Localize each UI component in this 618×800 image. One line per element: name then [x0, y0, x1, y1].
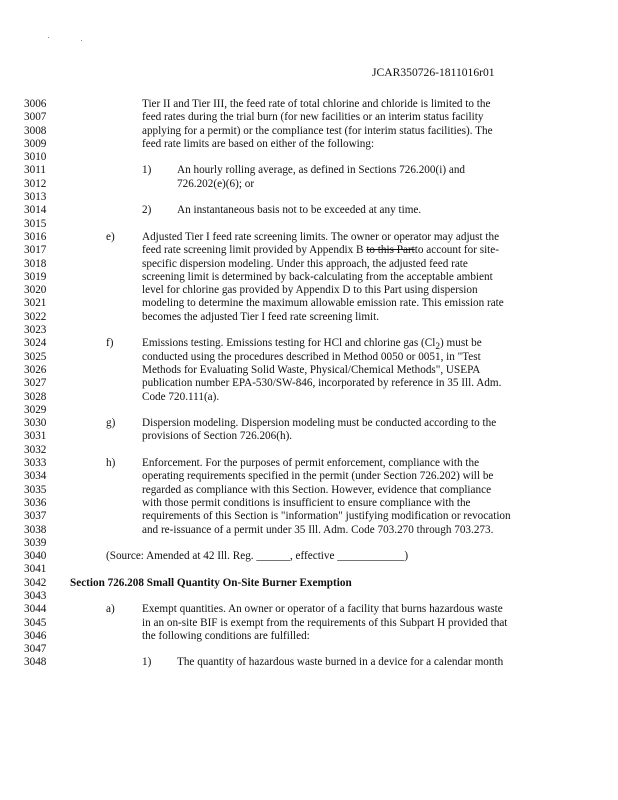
- line-text: Adjusted Tier I feed rate screening limits. The owner or operator may adjust the: [142, 230, 500, 243]
- document-line: [0, 151, 618, 164]
- document-line: [0, 590, 618, 603]
- document-line: [0, 324, 618, 337]
- section-heading: Section 726.208 Small Quantity On-Site Burner Exemption: [70, 576, 352, 589]
- line-text: specific dispersion modeling. Under this approach, the adjusted feed rate: [142, 257, 468, 270]
- document-line: [0, 191, 618, 204]
- line-number: 3019: [24, 270, 47, 283]
- line-text: Tier II and Tier III, the feed rate of total chlorine and chloride is limited to the: [142, 98, 491, 110]
- document-line: [0, 430, 618, 443]
- list-marker: h): [106, 457, 116, 470]
- line-text-part: ) must be: [440, 337, 482, 350]
- line-text: publication number EPA-530/SW-846, incorporated by reference in 35 Ill. Adm.: [142, 377, 502, 390]
- line-text: in an on-site BIF is exempt from the requirements of this Subpart H provided that: [142, 616, 508, 629]
- line-text: screening limit is determined by back-calculating from the acceptable ambient: [142, 270, 493, 283]
- line-number: 3041: [24, 563, 47, 576]
- line-text: regarded as compliance with this Section. However, evidence that compliance: [142, 483, 492, 496]
- document-line: [0, 351, 618, 364]
- line-text: Dispersion modeling. Dispersion modeling must be conducted according to the: [142, 417, 497, 430]
- document-line: [0, 204, 618, 217]
- line-number: 3022: [24, 310, 47, 323]
- line-text: The quantity of hazardous waste burned in a device for a calendar month: [177, 656, 504, 669]
- blank-field: ____________: [337, 550, 405, 563]
- document-line: [0, 510, 618, 523]
- line-text: becomes the adjusted Tier I feed rate screening limit.: [142, 310, 380, 323]
- list-marker: 2): [142, 204, 152, 217]
- list-marker: 1): [142, 656, 152, 669]
- line-text: Code 720.111(a).: [142, 390, 220, 403]
- document-line: [0, 271, 618, 284]
- line-number: 3023: [24, 324, 47, 337]
- line-text: and re-issuance of a permit under 35 Ill. Adm. Code 703.270 through 703.273.: [142, 523, 494, 536]
- document-line: [0, 284, 618, 297]
- line-number: 3036: [24, 496, 47, 509]
- document-line: [0, 311, 618, 324]
- line-number: 3006: [24, 98, 47, 110]
- line-number: 3042: [24, 576, 47, 589]
- line-number: 3008: [24, 124, 47, 137]
- line-number: 3046: [24, 629, 47, 642]
- line-text: level for chlorine gas provided by Appendix D to this Part using dispersion: [142, 284, 478, 297]
- line-number: 3009: [24, 137, 47, 150]
- line-number: 3029: [24, 403, 47, 416]
- document-line: [0, 231, 618, 244]
- list-marker: g): [106, 417, 116, 430]
- line-text-part: ): [404, 550, 409, 563]
- line-text: operating requirements specified in the permit (under Section 726.202) will be: [142, 470, 494, 483]
- line-number: 3033: [24, 457, 47, 470]
- line-text: [142, 244, 499, 257]
- line-number: 3026: [24, 363, 47, 376]
- document-line: [0, 244, 618, 257]
- line-number: 3043: [24, 589, 47, 602]
- line-number: 3020: [24, 284, 47, 297]
- document-line: [0, 563, 618, 576]
- document-line: [0, 617, 618, 630]
- line-text: requirements of this Section is "information" justifying modification or revocation: [142, 510, 511, 523]
- line-text: modeling to determine the maximum allowable emission rate. This emission rate: [142, 297, 504, 310]
- line-number: 3021: [24, 297, 47, 310]
- line-text: conducted using the procedures described in Method 0050 or 0051, in "Test: [142, 350, 481, 363]
- line-number: 3007: [24, 111, 47, 124]
- line-number: 3044: [24, 603, 47, 616]
- scan-speck: [48, 37, 49, 38]
- list-marker: f): [106, 337, 114, 350]
- line-text-part: to account for site-: [414, 244, 499, 257]
- list-marker: e): [106, 230, 115, 243]
- line-number: 3025: [24, 350, 47, 363]
- line-number: 3010: [24, 151, 47, 164]
- line-text: provisions of Section 726.206(h).: [142, 430, 293, 443]
- line-number: 3015: [24, 217, 47, 230]
- line-number: 3014: [24, 204, 47, 217]
- document-line: [0, 178, 618, 191]
- document-line: [0, 470, 618, 483]
- document-id: JCAR350726-1811016r01: [372, 66, 495, 79]
- line-text: Exempt quantities. An owner or operator of a facility that burns hazardous waste: [142, 603, 503, 616]
- document-line: [0, 111, 618, 124]
- document-line: [0, 218, 618, 231]
- document-line: [0, 550, 618, 563]
- document-line: [0, 497, 618, 510]
- line-number: 3037: [24, 510, 47, 523]
- line-number: 3016: [24, 230, 47, 243]
- line-text-part: (Source: Amended at 42 Ill. Reg.: [106, 550, 257, 563]
- line-number: 3039: [24, 536, 47, 549]
- document-line: [0, 364, 618, 377]
- line-number: 3045: [24, 616, 47, 629]
- document-line: [0, 417, 618, 430]
- document-line: [0, 125, 618, 138]
- line-number: 3031: [24, 430, 47, 443]
- line-number: 3047: [24, 643, 47, 656]
- line-number: 3032: [24, 443, 47, 456]
- line-number: 3018: [24, 257, 47, 270]
- line-number: 3028: [24, 390, 47, 403]
- document-line: [0, 656, 618, 669]
- line-text-part: Emissions testing. Emissions testing for HCl and chlorine gas (Cl: [142, 337, 436, 350]
- document-line: [0, 377, 618, 390]
- line-text: Enforcement. For the purposes of permit enforcement, compliance with the: [142, 457, 480, 470]
- subscript: 2: [435, 342, 441, 353]
- line-text: the following conditions are fulfilled:: [142, 629, 310, 642]
- document-line: [0, 524, 618, 537]
- line-number: 3024: [24, 337, 47, 350]
- document-line: [0, 577, 618, 590]
- source-note: [106, 550, 408, 563]
- list-marker: a): [106, 603, 115, 616]
- line-number: 3035: [24, 483, 47, 496]
- line-text: with those permit conditions is insufficient to ensure compliance with the: [142, 496, 471, 509]
- document-line: [0, 484, 618, 497]
- document-line: [0, 444, 618, 457]
- blank-field: ______: [256, 550, 290, 563]
- document-line: [0, 630, 618, 643]
- document-line: [0, 404, 618, 417]
- list-marker: 1): [142, 164, 152, 177]
- line-text: 726.202(e)(6); or: [177, 177, 255, 190]
- line-number: 3027: [24, 377, 47, 390]
- line-text-part: , effective: [289, 550, 338, 563]
- line-text: applying for a permit) or the compliance test (for interim status facilities). The: [142, 124, 493, 137]
- line-text: feed rate limits are based on either of the following:: [142, 137, 375, 150]
- line-number: 3013: [24, 191, 47, 204]
- line-number: 3012: [24, 177, 47, 190]
- line-text-part: feed rate screening limit provided by Appendix B: [142, 244, 367, 257]
- line-text: feed rates during the trial burn (for new facilities or an interim status facility: [142, 111, 484, 124]
- document-body: [0, 98, 618, 670]
- document-line: [0, 643, 618, 656]
- document-line: [0, 297, 618, 310]
- document-line: [0, 391, 618, 404]
- document-line: [0, 603, 618, 616]
- line-number: 3017: [24, 244, 47, 257]
- line-text: Methods for Evaluating Solid Waste, Physical/Chemical Methods", USEPA: [142, 363, 481, 376]
- scan-speck: [81, 40, 82, 41]
- line-number: 3034: [24, 470, 47, 483]
- line-number: 3011: [24, 164, 46, 177]
- document-line: [0, 337, 618, 353]
- document-line: [0, 258, 618, 271]
- struck-text: to this Part: [366, 244, 415, 257]
- line-number: 3030: [24, 417, 47, 430]
- line-number: 3048: [24, 656, 47, 669]
- line-number: 3040: [24, 550, 47, 563]
- document-line: [0, 98, 618, 111]
- line-text: An hourly rolling average, as defined in Sections 726.200(i) and: [177, 164, 466, 177]
- document-line: [0, 138, 618, 151]
- document-line: [0, 457, 618, 470]
- document-line: [0, 537, 618, 550]
- line-number: 3038: [24, 523, 47, 536]
- line-text: An instantaneous basis not to be exceeded at any time.: [177, 204, 422, 217]
- document-line: [0, 164, 618, 177]
